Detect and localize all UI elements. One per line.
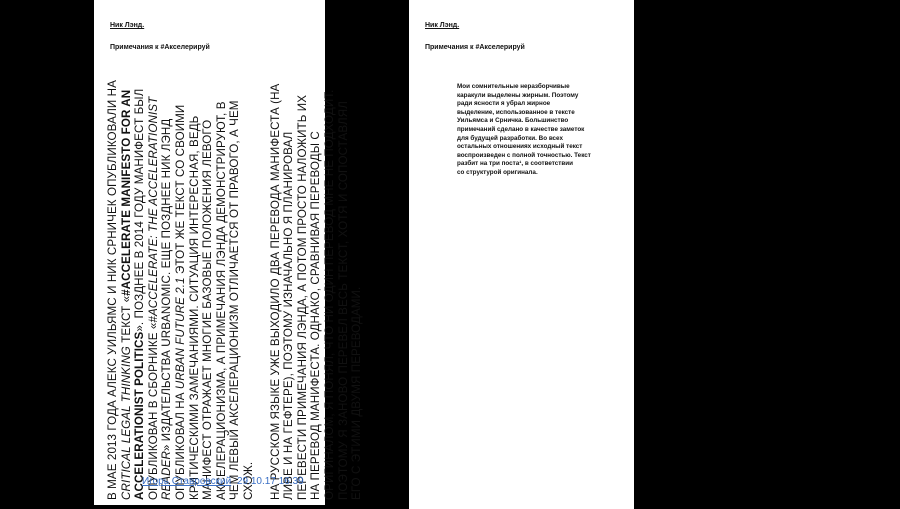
document-subtitle: Примечания к #Акселерируй [110, 44, 210, 51]
rotated-text-block [106, 80, 364, 500]
left-page [94, 0, 364, 505]
author-name[interactable]: Ник Лэнд. [110, 22, 145, 29]
paragraph-intro-segment: » ИЗДАТЕЛЬСТВА URBANOMIC. ЕЩЕ ПОЗДНЕЕ НИК ЛЭНД ОПУБЛИКОВАЛ НА [160, 118, 187, 500]
notes-line: Мои сомнительные неразборчивые [457, 83, 570, 90]
notes-line: ради ясности я убрал жирное [457, 100, 551, 108]
paragraph-translation-note: НА РУССКОМ ЯЗЫКЕ УЖЕ ВЫХОДИЛО ДВА ПЕРЕВОДА МАНИФЕСТА (НА ЛИВЕ И НА ГЕФТЕРЕ), ПОЭТОМУ ИЗНАЧАЛЬНО Я ПЛАНИРОВАЛ ПЕРЕВЕСТИ ПРИМЕЧАНИЯ ЛЭНДА, А ПОТОМ ПРОСТО НАЛОЖИТЬ ИХ НА ПЕРЕВОД МАНИФЕСТА. ОДНАКО, СРАВНИВАЯ ПЕРЕВОДЫ С ОРИГИНАЛОМ, Я ПОНЯЛ, ЧТО НИ ОДИН ПЕРЕВОД МНЕ НЕ ПОДХОДИТ. ПОЭТОМУ Я ЗАНОВО ПЕРЕВЕЛ ВЕСЬ ТЕКСТ, ХОТЯ И СОПОСТАВЛЯЛ ЕГО С ЭТИМИ ДВУМЯ ПЕРЕВОДАМИ. [268, 83, 364, 500]
paragraph-intro-segment: CRITICAL LEGAL THINKING [119, 346, 133, 500]
signature-date: 29.10.17 16:39 [236, 476, 304, 487]
notes-body [457, 83, 627, 178]
signature [142, 476, 304, 487]
right-page [409, 0, 634, 509]
author-name[interactable]: Ник Лэнд. [425, 22, 460, 29]
paragraph-intro-segment: #ACCELERATE: THE ACCELERATIONIST READER [146, 96, 174, 500]
paragraph-intro [106, 80, 256, 500]
notes-line: каракули выделены жирным. Поэтому [457, 91, 579, 99]
notes-line: примечаний сделано в качестве заметок [457, 125, 585, 133]
paragraph-intro-segment: #ACCELERATE MANIFESTO FOR AN ACCELERATIONIST POLITICS [119, 89, 147, 500]
notes-line: выделение, использованное в тексте [457, 108, 575, 116]
paragraph-intro-segment: ТЕКСТ « [119, 295, 133, 347]
paragraph-intro-segment: В МАЕ 2013 ГОДА АЛЕКС УИЛЬЯМС И НИК СРНИЧЕК ОПУБЛИКОВАЛИ НА [106, 80, 119, 500]
notes-line: для будущей разработки. Во всех [457, 134, 563, 142]
notes-line: воспроизведен с полной точностью. Текст [457, 151, 591, 159]
notes-line: разбит на три поста¹, в соответствии [457, 160, 573, 168]
paragraph-intro-segment: ». ПОЗДНЕЕ В 2014 ГОДУ МАНИФЕСТ БЫЛ ОПУБЛИКОВАН В СБОРНИКЕ « [133, 88, 160, 500]
notes-line: со структурой оригинала. [457, 168, 538, 176]
paragraph-intro-segment: URBAN FUTURE 2.1 [173, 277, 187, 390]
notes-line: остальных отношениях исходный текст [457, 143, 583, 151]
notes-line: Уильямса и Срничка. Большинство [457, 117, 569, 125]
paragraph-intro-segment: ЭТОТ ЖЕ ТЕКСТ СО СВОИМИ КРИТИЧЕСКИМИ ЗАМЕЧАНИЯМИ. СИТУАЦИЯ ИНТЕРЕСНАЯ, ВЕДЬ МАНИФЕСТ ОТРАЖАЕТ МНОГИЕ БАЗОВЫЕ ПОЛОЖЕНИЯ ЛЕВОГО АКСЕЛЕРАЦИОНИЗМА, А ПРИМЕЧАНИЯ ЛЭНДА ДЕМОНСТРИРУЮТ, В ЧЕМ ЛЕВЫЙ АКСЕЛЕРАЦИОНИЗМ ОТЛИЧАЕТСЯ ОТ ПРАВОГО, А ЧЕМ СХОЖ. [173, 100, 255, 500]
signature-author-link[interactable]: Игорь Ставровский [142, 476, 232, 487]
document-subtitle: Примечания к #Акселерируй [425, 44, 525, 51]
